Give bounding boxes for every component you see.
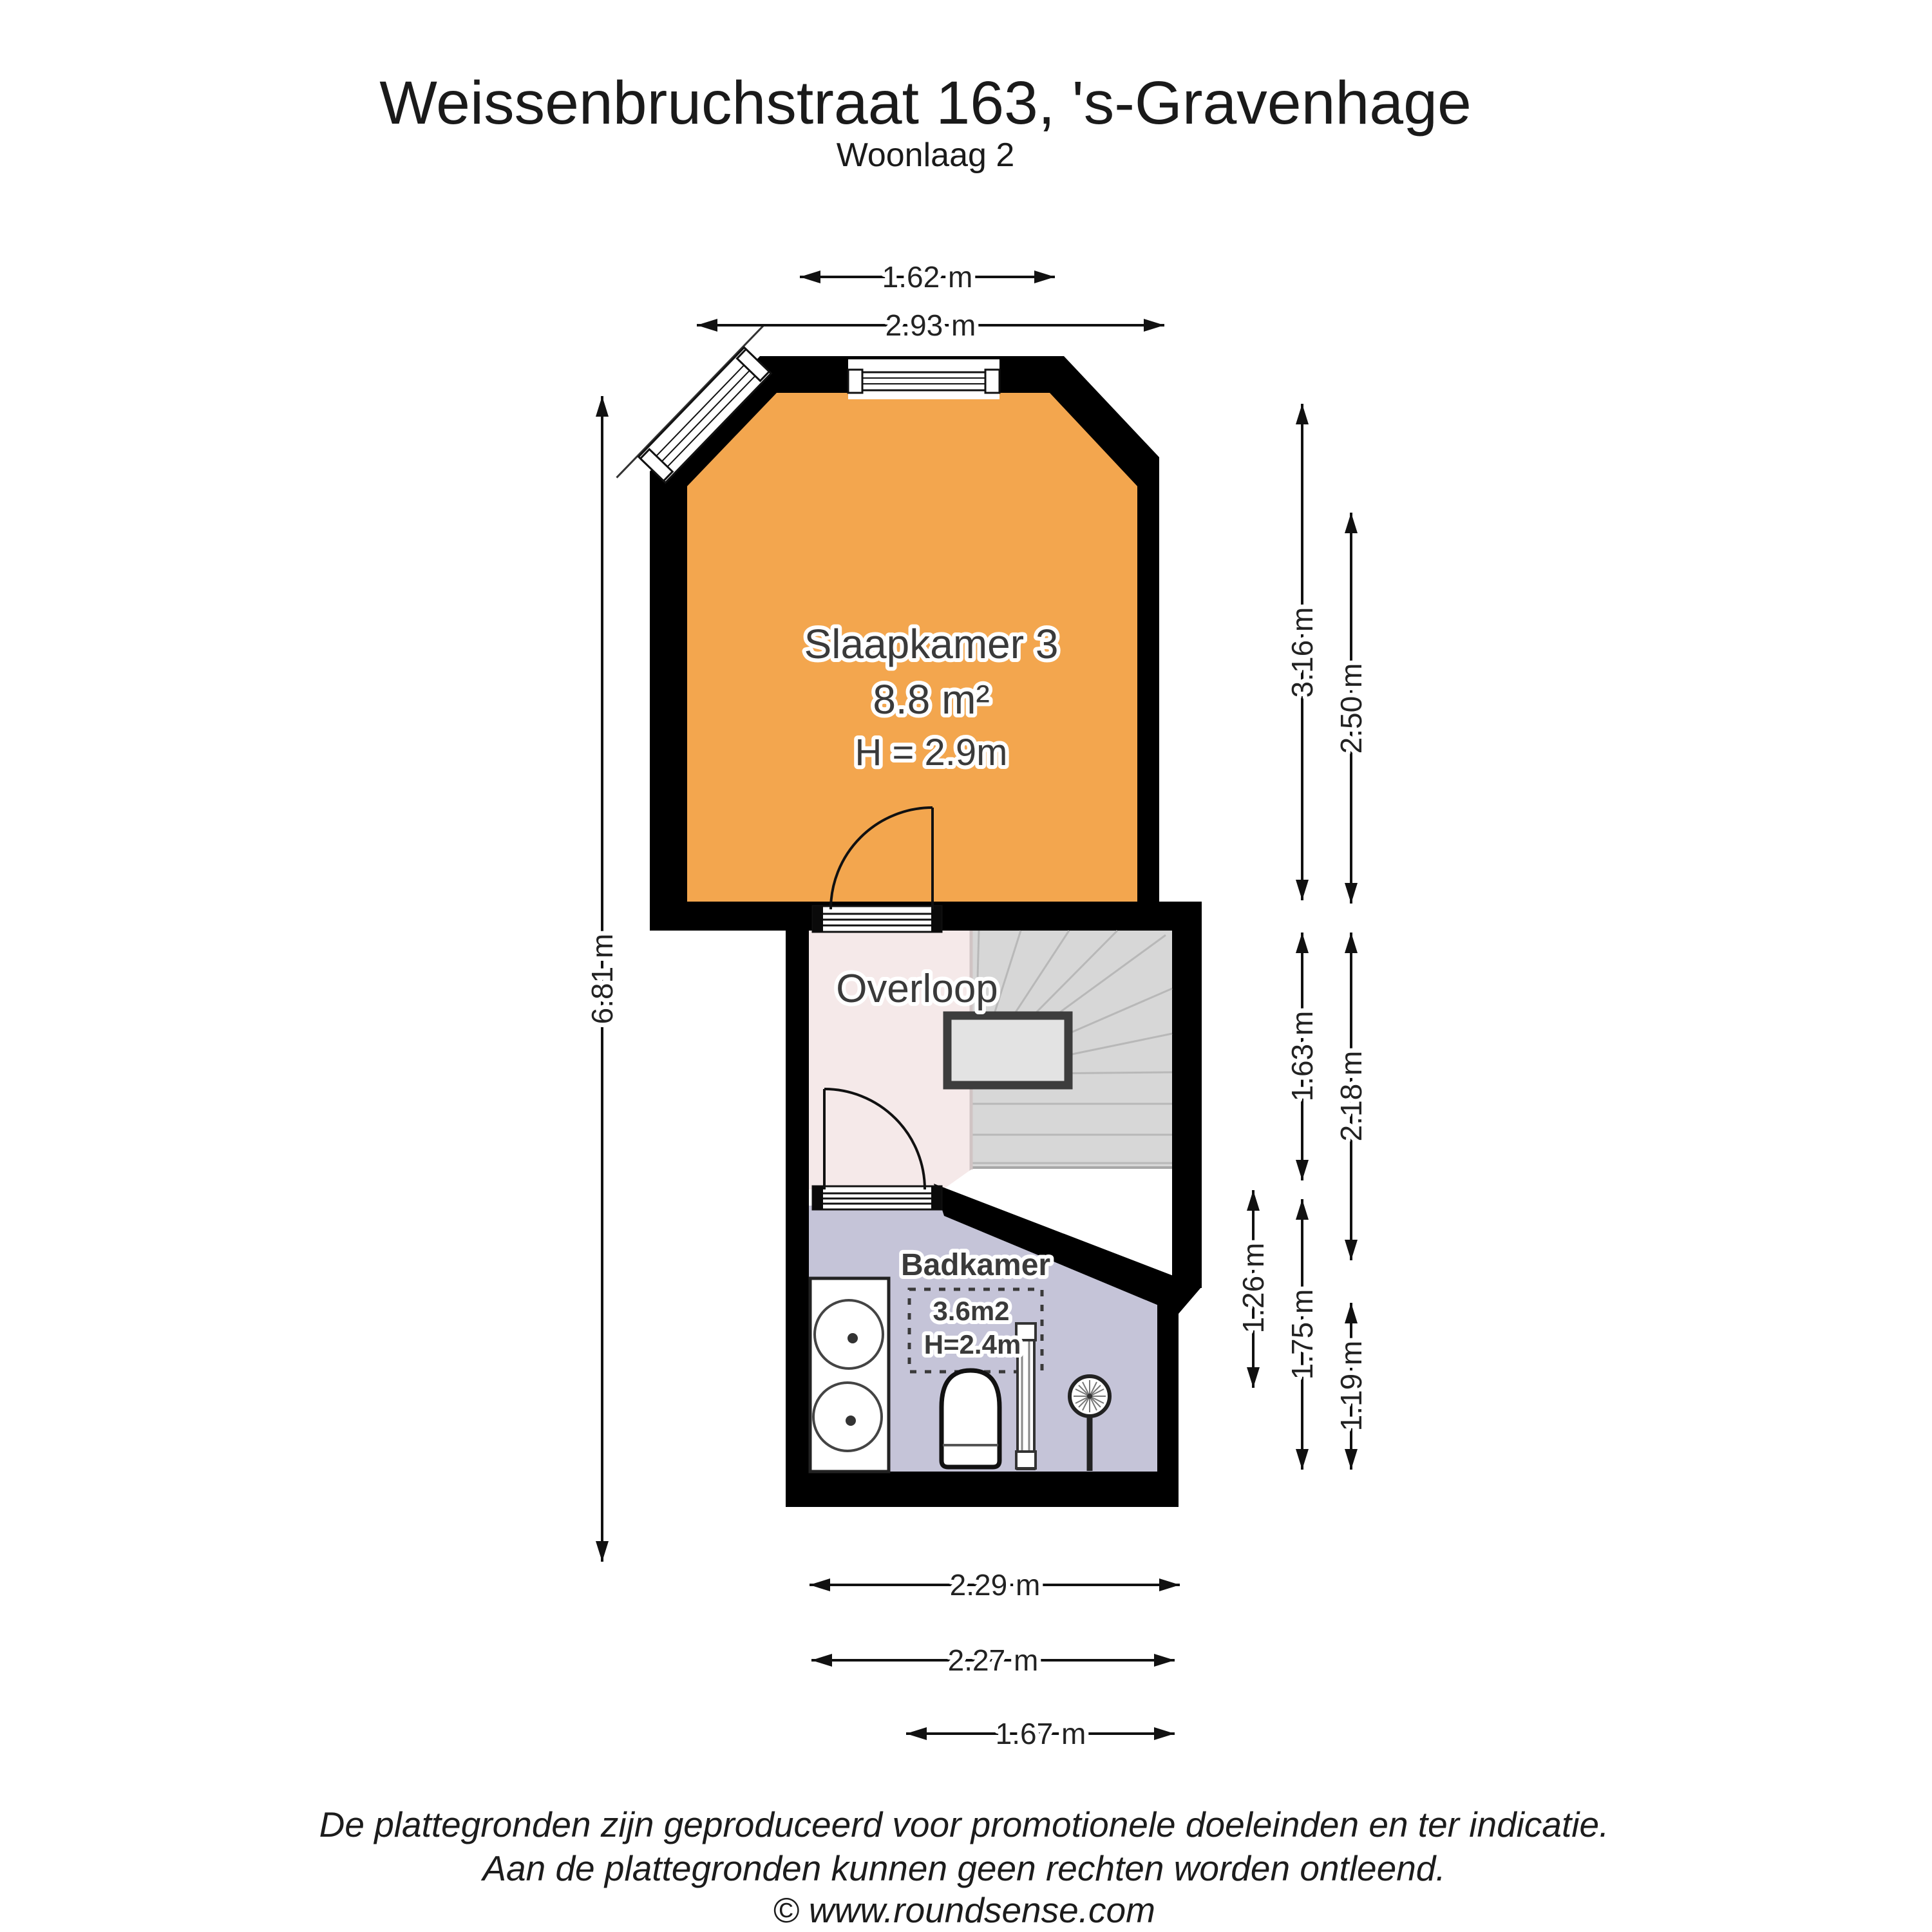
room-slaapkamer-area: 8.8 m²	[873, 676, 990, 723]
dimension-right-126	[1236, 1190, 1270, 1388]
dimension-right-119	[1334, 1303, 1368, 1470]
sink-counter	[810, 1278, 889, 1472]
dimension-right-218	[1334, 933, 1368, 1260]
dimension-label: 2.93 m	[885, 308, 976, 343]
window-top	[848, 359, 999, 399]
threshold-slaapkamer-door	[813, 906, 942, 932]
threshold-badkamer-door	[813, 1186, 942, 1209]
room-slaapkamer-name: Slaapkamer 3	[804, 621, 1059, 667]
room-badkamer-area: 3.6m2	[933, 1296, 1010, 1326]
page-title: Weissenbruchstraat 163, 's-Gravenhage	[379, 69, 1472, 137]
dimension-label: 2.29 m	[949, 1568, 1041, 1602]
room-badkamer-name: Badkamer	[900, 1248, 1051, 1282]
dimension-label: 1.75 m	[1285, 1289, 1320, 1380]
dimension-right-316	[1285, 404, 1319, 900]
dimension-right-250	[1334, 513, 1368, 904]
dimension-label: 6.81 m	[585, 933, 620, 1025]
footer-line-2: Aan de plattegronden kunnen geen rechten worden ontleend.	[482, 1848, 1446, 1888]
dimension-left	[585, 396, 619, 1562]
footer-line-1: De plattegronden zijn geproduceerd voor promotionele doeleinden en ter indicatie.	[319, 1804, 1609, 1844]
dimension-bottom-229	[810, 1568, 1180, 1602]
dimension-top-outer	[697, 308, 1164, 342]
footer-disclaimer	[319, 1804, 1609, 1930]
dimension-label: 1.63 m	[1285, 1010, 1320, 1102]
dimension-label: 1.62 m	[882, 260, 973, 294]
toilet-icon	[942, 1370, 999, 1467]
floorplan	[616, 325, 1202, 1507]
dimension-label: 2.27 m	[947, 1643, 1039, 1678]
dimension-right-175	[1285, 1199, 1319, 1470]
washbasin-icon	[815, 1300, 883, 1368]
dimension-right-163	[1285, 933, 1319, 1180]
dimension-top-inner	[800, 260, 1055, 294]
room-overloop-name: Overloop	[836, 967, 998, 1011]
dimension-bottom-167	[906, 1717, 1175, 1750]
dimension-label: 2.50 m	[1334, 663, 1368, 754]
dimension-label: 1.19 m	[1334, 1340, 1368, 1432]
stair-void	[947, 1016, 1068, 1085]
room-badkamer-height: H=2.4m	[923, 1329, 1021, 1359]
dimension-bottom-227	[811, 1643, 1175, 1677]
lower-block-bottom-wall	[786, 1472, 1179, 1507]
lower-block-right-wall-upper	[1172, 902, 1202, 1288]
lower-block-left-wall	[786, 902, 809, 1507]
footer-line-3: © www.roundsense.com	[773, 1890, 1155, 1930]
dimension-label: 2.18 m	[1334, 1050, 1368, 1142]
dimension-label: 3.16 m	[1285, 607, 1320, 698]
dimension-label: 1.26 m	[1236, 1242, 1271, 1334]
dimension-label: 1.67 m	[995, 1717, 1086, 1751]
room-slaapkamer-height: H = 2.9m	[855, 732, 1008, 773]
page-subtitle: Woonlaag 2	[836, 137, 1015, 174]
